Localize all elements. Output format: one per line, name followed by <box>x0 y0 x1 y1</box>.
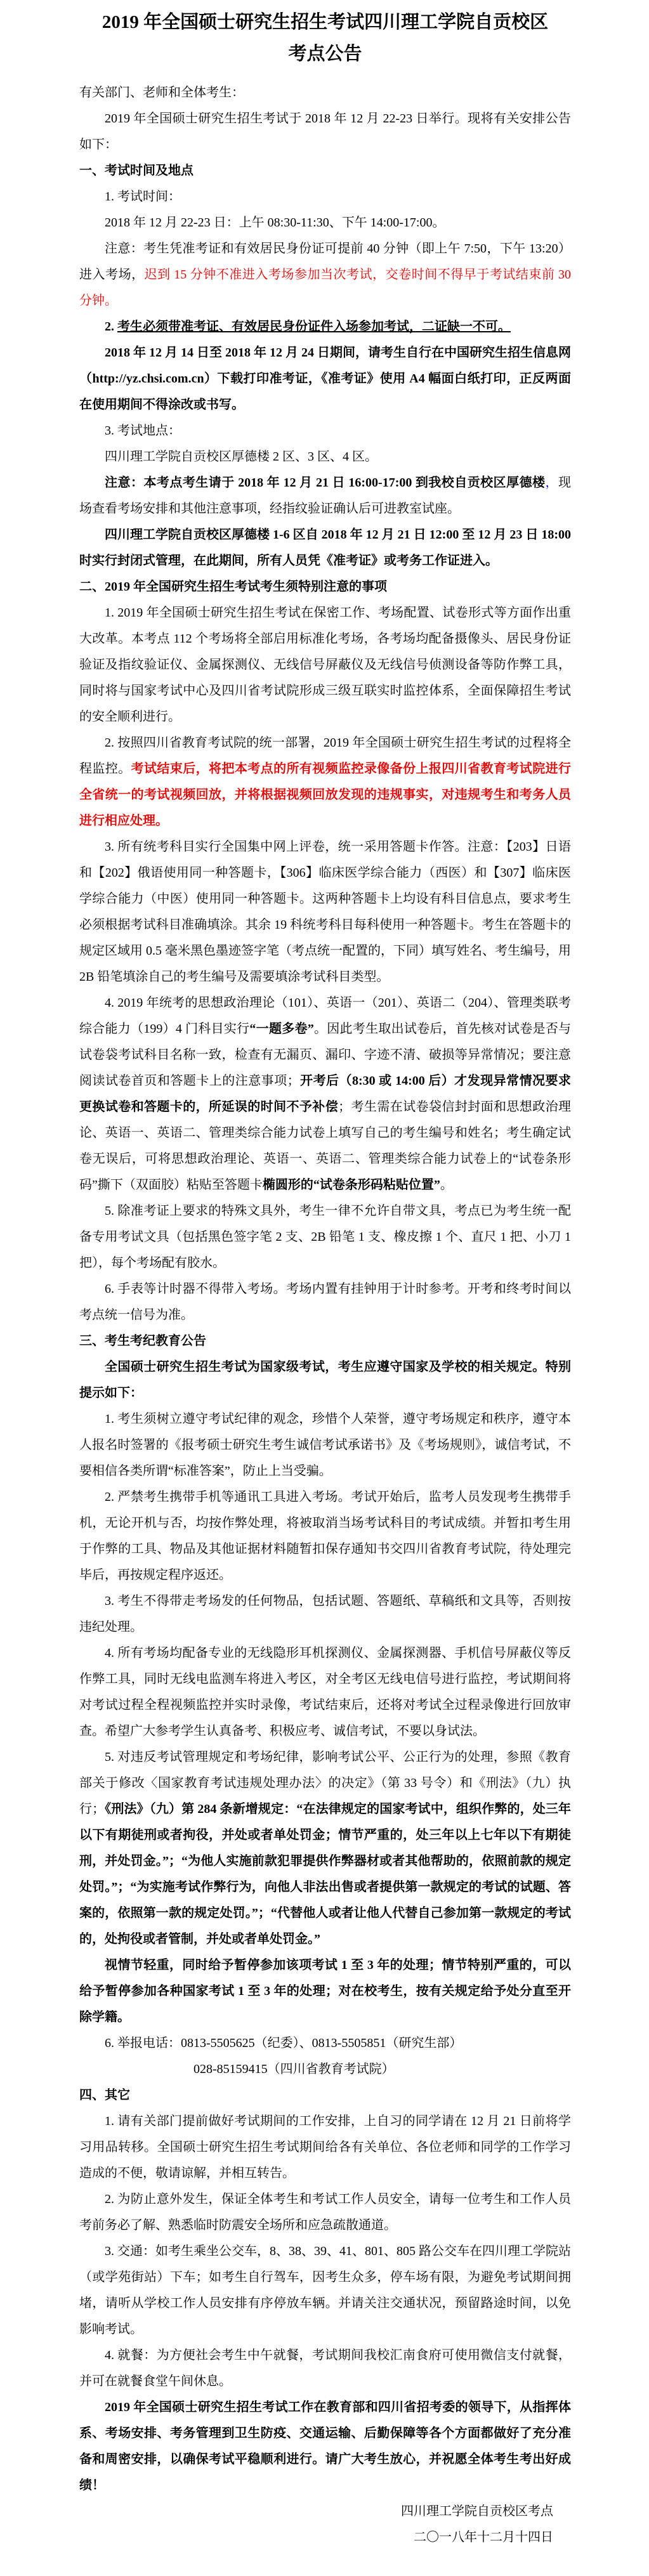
text-segment: 。 <box>440 1178 453 1192</box>
item-3-1 <box>79 1406 571 1484</box>
exam-time-label <box>79 184 571 210</box>
item-4-3 <box>79 2239 571 2343</box>
text-segment: 一、考试时间及地点 <box>79 164 193 178</box>
item-4-4 <box>79 2343 571 2395</box>
item-3-2 <box>79 1484 571 1588</box>
text-segment: 1. 考试时间： <box>105 190 181 204</box>
discipline-intro <box>79 1354 571 1406</box>
report-phone-line2 <box>79 2056 571 2082</box>
text-segment: 。因此考生取出试卷后，首先核对试卷是否与试卷袋考试科目名称一致，检查有无漏页、漏印、字迹不清、破损等异常情况；要注意阅读试卷首页和答题卡上的注意事项； <box>79 1022 572 1088</box>
document-title-line1: 2019 年全国硕士研究生招生考试四川理工学院自贡校区 <box>102 12 549 32</box>
penalty-paragraph <box>79 1952 571 2030</box>
admission-ticket-print <box>79 340 571 418</box>
document-title-line2: 考点公告 <box>288 44 362 64</box>
text-segment: 开考后（8:30 或 14:00 后）才发现异常情况要求更换试卷和答题卡的，所延误的时间不予补偿 <box>79 1074 571 1114</box>
section-4-heading <box>79 2082 571 2109</box>
text-segment: 2. 严禁考生携带手机等通讯工具进入考场。考试开始后，监考人员发现考生携带手机，无论开机与否，均按作弊处理，将被取消当场考试科目的考试成绩。并暂扣考生用于作弊的工具、物品及其他证据材料随暂扣保存通知书交四川省教育考试院，待处理完毕后，再按规定程序返还。 <box>79 1490 571 1582</box>
text-segment: 迟到 15 分钟不准进入考场参加当次考试，交卷时间不得早于考试结束前 30 分钟。 <box>79 268 572 308</box>
site-preview-notice <box>79 470 571 522</box>
text-segment: 视情节轻重，同时给予暂停参加该项考试 1 至 3 年的处理；情节特别严重的，可以给予暂停参加各种国家考试 1 至 3 年的处理；对在校考生，按有关规定给予处分直至开除学籍。 <box>79 1958 571 2024</box>
text-segment: 现场查看考场安排和其他注意事项，经指纹验证确认后可进教室试座。 <box>79 476 572 516</box>
entry-notice <box>79 236 571 314</box>
text-segment: ；考生需在试卷袋信封封面和思想政治理论、英语一、英语二、管理类综合能力试卷上填写自己的考生编号和姓名；考生确定试卷无误后，可将思想政治理论、英语一、英语二、管理类综合能力试卷上的“试卷条形码”撕下（双面胶）粘贴至答题卡 <box>79 1100 572 1192</box>
closing-paragraph <box>79 2395 571 2499</box>
announcement-body <box>79 80 571 2551</box>
text-segment: 3. 考生不得带走考场发的任何物品，包括试题、答题纸、草稿纸和文具等，否则按违纪处理。 <box>79 1594 571 1634</box>
text-segment: 椭圆形的“试卷条形码粘贴位置” <box>262 1178 440 1192</box>
text-segment: 4. 2019 年统考的思想政治理论（101）、英语一（201）、英语二（204）、管理类联考综合能力（199）4 门科目实行 <box>79 996 571 1036</box>
salutation <box>79 80 571 106</box>
id-requirement <box>79 314 571 340</box>
text-segment: 3. 考试地点： <box>105 424 181 438</box>
item-2-3 <box>79 834 571 990</box>
text-segment: 5. 对违反考试管理规定和考场纪律，影响考试公平、公正行为的处理，参照《教育部关于修改〈国家教育考试违规处理办法〉的决定》（第 33 号令）和《刑法》（九）执行； <box>79 1750 571 1816</box>
text-segment: 考试结束后，将把本考点的所有视频监控录像备份上报四川省教育考试院进行全省统一的考试视频回放，并将根据视频回放发现的违规事实，对违规考生和考务人员进行相应处理。 <box>79 762 572 828</box>
text-segment: 二、2019 年全国研究生招生考试考生须特别注意的事项 <box>79 580 387 594</box>
text-segment: 4. 就餐：为方便社会考生中午就餐，考试期间我校汇南食府可使用微信支付就餐，并可在就餐食堂午间休息。 <box>79 2348 571 2388</box>
text-segment: 6. 手表等计时器不得带入考场。考场内置有挂钟用于计时参考。开考和终考时间以考点统一信号为准。 <box>79 1282 571 1322</box>
text-segment: 《刑法》（九）第 284 条新增规定：“在法律规定的国家考试中，组织作弊的，处三年以下有期徒刑或者拘役，并处或者单处罚金；情节严重的，处三年以上七年以下有期徒刑，并处罚金。”；“为他人实施前款犯罪提供作弊器材或者其他帮助的，依照前款的规定处罚。”；“为实施考试作弊行为，向他人非法出售或者提供第一款规定的考试的试题、答案的，依照第一款的规定处罚。”；“代替他人或者让他人代替自己参加第一款规定的考试的，处拘役或者管制，并处或者单处罚金。” <box>79 1802 572 1946</box>
text-segment: 1. 考生须树立遵守考试纪律的观念，珍惜个人荣誉，遵守考场规定和秩序，遵守本人报名时签署的《报考硕士研究生考生诚信考试承诺书》及《考场规则》，诚信考试，不要相信各类所谓“标准答案”，防止上当受骗。 <box>79 1412 571 1478</box>
item-3-5 <box>79 1744 571 1952</box>
item-2-2 <box>79 730 571 834</box>
text-segment: 028-85159415（四川省教育考试院） <box>193 2062 395 2076</box>
text-segment: 2018 年 12 月 22-23 日：上午 08:30-11:30、下午 14:00-17:00。 <box>105 216 445 230</box>
text-segment: 四、其它 <box>79 2088 130 2102</box>
text-segment: 三、考生考纪教育公告 <box>79 1334 206 1348</box>
exam-place-label <box>79 418 571 444</box>
text-segment: 2. <box>105 320 117 334</box>
exam-time-value <box>79 210 571 236</box>
text-segment: 2018 年 12 月 14 日至 2018 年 12 月 24 日期间，请考生自行在中国研究生招生信息网（http://yz.chsi.com.cn）下载打印准考证，《准考证》使用 A4 幅面白纸打印，正反两面在使用期间不得涂改或书写。 <box>79 346 571 412</box>
text-segment: 2019 年全国硕士研究生招生考试工作在教育部和四川省招考委的领导下，从指挥体系、考场安排、考务管理到卫生防疫、交通运输、后勤保障等各个方面都做好了充分准备和周密安排，以确保考试平稳顺利进行。请广大考生放心，并祝愿全体考生考出好成绩！ <box>79 2400 571 2492</box>
text-segment: 全国硕士研究生招生考试为国家级考试，考生应遵守国家及学校的相关规定。特别提示如下： <box>79 1360 571 1400</box>
text-segment: 2. 按照四川省教育考试院的统一部署，2019 年全国硕士研究生招生考试的过程将全程监控。 <box>79 736 571 776</box>
text-segment: 注意：考生凭准考证和有效居民身份证可提前 40 分钟（即上午 7:50，下午 13:20）进入考场， <box>79 242 571 282</box>
section-1-heading <box>79 158 571 184</box>
text-segment: 2019 年全国硕士研究生招生考试于 2018 年 12 月 22-23 日举行。现将有关安排公告如下： <box>79 112 571 152</box>
item-2-1 <box>79 600 571 730</box>
item-3-3 <box>79 1588 571 1640</box>
text-segment: 3. 交通：如考生乘坐公交车，8、38、39、41、801、805 路公交车在四川理工学院站（或学苑街站）下车；如考生自行驾车，因考生众多，停车场有限，为避免考试期间拥堵，请听从学校工作人员安排有序停放车辆。并请关注交通状况，预留路途时间，以免影响考试。 <box>79 2244 571 2336</box>
section-2-heading <box>79 574 571 600</box>
text-segment: 5. 除准考证上要求的特殊文具外，考生一律不允许自带文具，考点已为考生统一配备专用考试文具（包括黑色签字笔 2 支、2B 铅笔 1 支、橡皮擦 1 个、直尺 1 把、小刀 1 把），每个考场配有胶水。 <box>79 1204 571 1270</box>
document-title <box>79 6 571 70</box>
signature-date <box>79 2525 571 2551</box>
item-2-6 <box>79 1276 571 1328</box>
text-segment: 6. 举报电话：0813-5505625（纪委）、0813-5505851（研究生部） <box>105 2036 462 2050</box>
item-4-1 <box>79 2109 571 2187</box>
text-segment: 四川理工学院自贡校区厚德楼 2 区、3 区、4 区。 <box>105 450 377 464</box>
text-segment: 3. 所有统考科目实行全国集中网上评卷，统一采用答题卡作答。注意：【203】日语和【202】俄语使用同一种答题卡，【306】临床医学综合能力（西医）和【307】临床医学综合能力（中医）使用同一种答题卡。这两种答题卡上均设有科目信息点，要求考生必须根据考试科目准确填涂。其余 19 科统考科目每科使用一种答题卡。考生在答题卡的规定区域用 0.5 毫米黑色墨迹签字笔（考点统一配置的，下同）填写姓名、考生编号，用 2B 铅笔填涂自己的考生编号及需要填涂考试科目类型。 <box>79 840 571 984</box>
signature-org <box>79 2499 571 2525</box>
text-segment: 2. 为防止意外发生，保证全体考生和考试工作人员安全，请每一位考生和工作人员考前务必了解、熟悉临时防震安全场所和应急疏散通道。 <box>79 2192 571 2232</box>
text-segment: “一题多卷” <box>249 1022 314 1036</box>
text-segment: 四川理工学院自贡校区考点 <box>401 2504 553 2518</box>
section-3-heading <box>79 1328 571 1354</box>
text-segment: 有关部门、老师和全体考生： <box>79 86 244 100</box>
text-segment: ， <box>545 476 559 490</box>
item-4-2 <box>79 2187 571 2239</box>
item-2-4 <box>79 990 571 1198</box>
text-segment: 1. 2019 年全国硕士研究生招生考试在保密工作、考场配置、试卷形式等方面作出重大改革。本考点 112 个考场将全部启用标准化考场，各考场均配备摄像头、居民身份证验证及指纹验证仪、金属探测仪、无线信号屏蔽仪及无线信号侦测设备等防作弊工具，同时将与国家考试中心及四川省考试院形成三级互联实时监控体系，全面保障招生考试的安全顺利进行。 <box>79 606 571 724</box>
closed-management <box>79 522 571 574</box>
item-3-4 <box>79 1640 571 1744</box>
text-segment: 四川理工学院自贡校区厚德楼 1-6 区自 2018 年 12 月 21 日 12:00 至 12 月 23 日 18:00 时实行封闭式管理，在此期间，所有人员凭《准考证》或考务工作证进入。 <box>79 528 571 568</box>
text-segment: 二〇一八年十二月十四日 <box>414 2530 553 2544</box>
text-segment: 4. 所有考场均配备专业的无线隐形耳机探测仪、金属探测器、手机信号屏蔽仪等反作弊工具，同时无线电监测车将进入考区，对全考区无线电信号进行监控，考试期间将对考试过程全程视频监控并实时录像，考试结束后，还将对考试全过程录像进行回放审查。希望广大参考学生认真备考、积极应考、诚信考试，不要以身试法。 <box>79 1646 571 1738</box>
item-2-5 <box>79 1198 571 1276</box>
text-segment: 考生必须带准考证、有效居民身份证件入场参加考试，二证缺一不可。 <box>117 320 511 334</box>
intro <box>79 106 571 158</box>
exam-place-value <box>79 444 571 470</box>
text-segment: 1. 请有关部门提前做好考试期间的工作安排，上自习的同学请在 12 月 21 日前将学习用品转移。全国硕士研究生招生考试期间给各有关单位、各位老师和同学的工作学习造成的不便，敬请谅解，并相互转告。 <box>79 2114 571 2180</box>
text-segment: 注意：本考点考生请于 2018 年 12 月 21 日 16:00-17:00 到我校自贡校区厚德楼 <box>105 476 546 490</box>
report-phone-line1 <box>79 2030 571 2056</box>
